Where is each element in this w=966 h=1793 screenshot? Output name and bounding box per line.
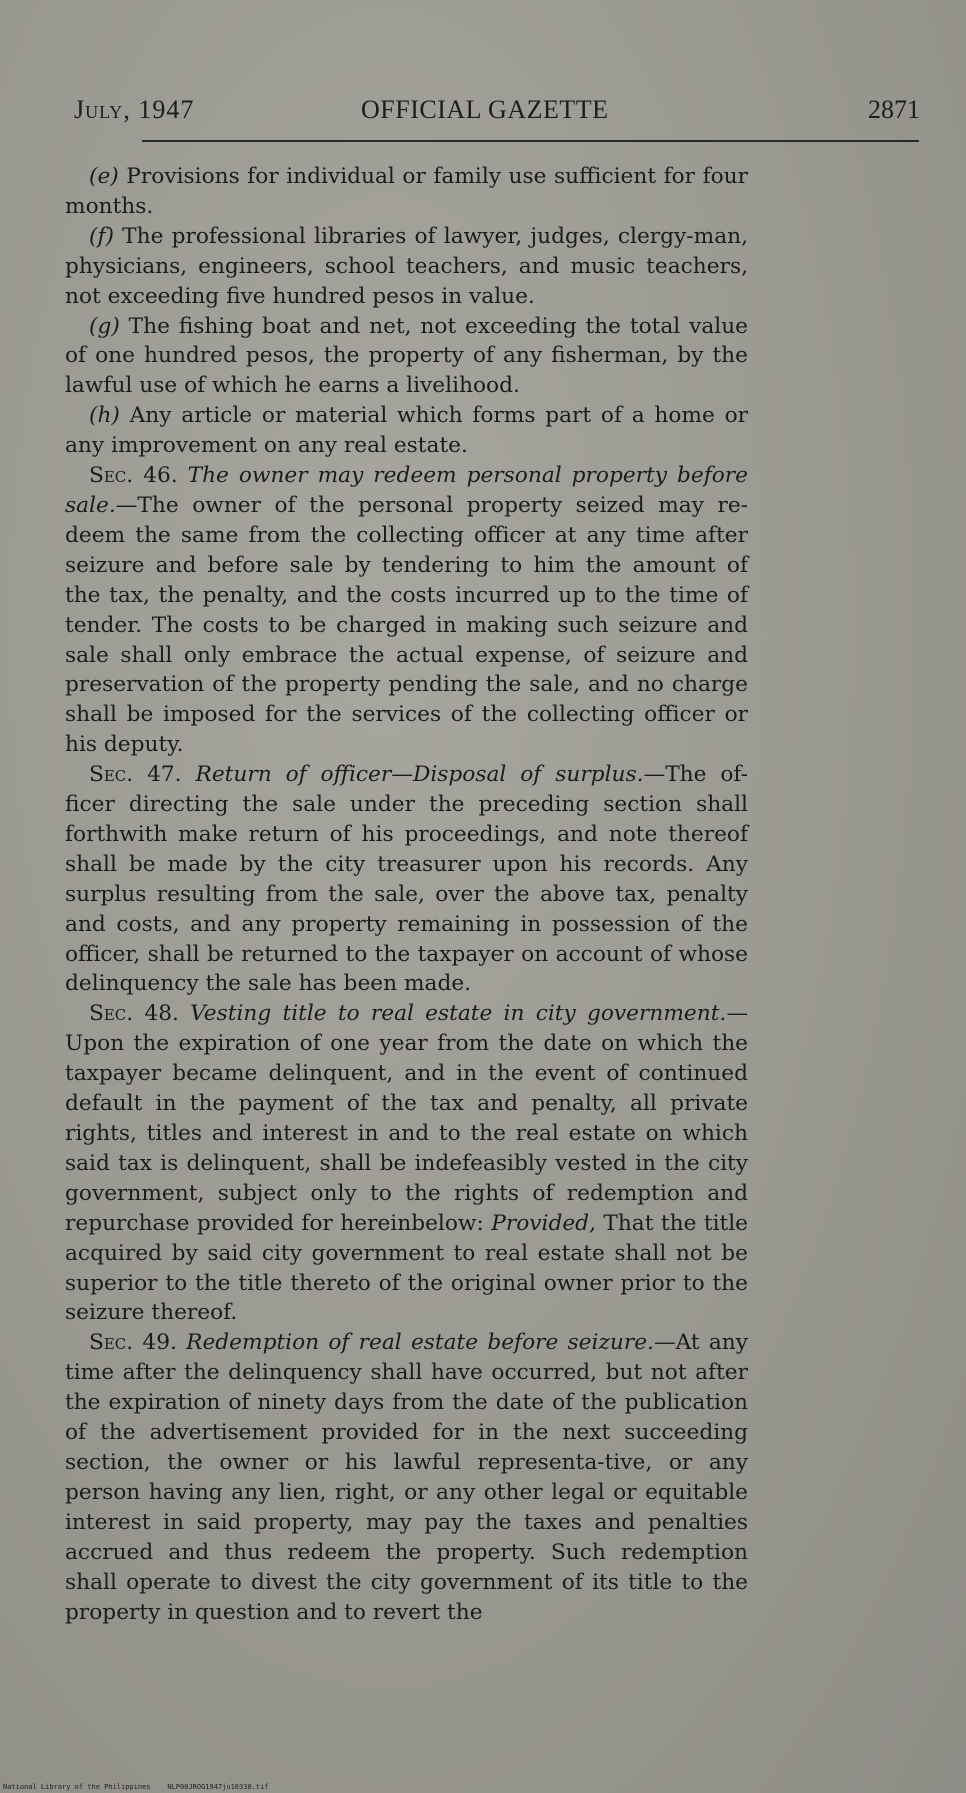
- clause-g-marker: (g): [89, 313, 120, 339]
- body-text: [65, 162, 748, 1627]
- section-49: [65, 1328, 748, 1627]
- section-47-label: Sec. 47.: [89, 762, 182, 788]
- clause-f-text: The professional libraries of lawyer, judges, clergy-man, physicians, engineers, school teachers, and music teachers, not exceeding five hundred pesos in value.: [65, 223, 748, 309]
- scan-footer: [3, 1783, 269, 1791]
- section-48-text-b: That the title acquired by said city government to real estate shall not be superior to the title thereto of the original owner prior to the seizure thereof.: [65, 1210, 748, 1326]
- header-month: July: [74, 95, 124, 124]
- header-rule: [142, 140, 919, 142]
- header-year: 1947: [138, 95, 195, 124]
- footer-library: National Library of the Philippines: [3, 1783, 151, 1791]
- clause-f: [65, 222, 748, 312]
- header-title: OFFICIAL GAZETTE: [361, 95, 609, 124]
- section-47-text: —The of-ficer directing the sale under the preceding section shall forthwith make return of his proceedings, and note thereof shall be made by the city treasurer upon his records. Any surplus resulting from the sale, over the above tax, penalty and costs, and any property remaining in possession of the officer, shall be returned to the taxpayer on account of whose delinquency the sale has been made.: [65, 762, 748, 997]
- page-header: [74, 95, 920, 135]
- clause-e-marker: (e): [89, 164, 119, 189]
- clause-h: [65, 401, 748, 461]
- page-number: 2871: [868, 95, 920, 124]
- section-48-text-a: — Upon the expiration of one year from the date on which the taxpayer became delinquent, and in the event of continued default in the payment of the tax and penalty, all private rights, titles and interest in and to the real estate on which said tax is delinquent, shall be indefeasibly vested in the city government, subject only to the rights of redemption and repurchase provided for hereinbelow:: [65, 1001, 748, 1236]
- section-48-title: Vesting title to real estate in city government.: [190, 1001, 727, 1027]
- section-47-title: Return of officer—Disposal of surplus.: [195, 762, 644, 788]
- footer-file-id: NLP00JROG1947ju10330.tif: [167, 1783, 269, 1791]
- section-47: [65, 760, 748, 999]
- clause-e: [65, 162, 748, 222]
- section-49-text: —At any time after the delinquency shall have occurred, but not after the expiration of ninety days from the date of the publication of the advertisement provided for in the next succeeding section, the owner or his lawful representa-tive, or any person having any lien, right, or any other legal or equitable interest in said property, may pay the taxes and penalties accrued and thus redeem the property. Such redemption shall operate to divest the city government of its title to the property in question and to revert the: [65, 1330, 748, 1625]
- header-date: July, 1947: [74, 95, 195, 124]
- section-46: [65, 461, 748, 760]
- clause-f-marker: (f): [89, 223, 114, 249]
- clause-e-text: Provisions for individual or family use sufficient for four months.: [65, 164, 748, 219]
- clause-h-text: Any article or material which forms part of a home or any improvement on any real estate.: [65, 403, 748, 459]
- section-46-title: The owner may redeem personal property before sale.: [65, 463, 748, 518]
- section-49-label: Sec. 49.: [89, 1330, 177, 1356]
- clause-g-text: The fishing boat and net, not exceeding the total value of one hundred pesos, the property of any fisherman, by the lawful use of which he earns a livelihood.: [65, 313, 748, 399]
- clause-h-marker: (h): [89, 403, 120, 429]
- section-48-provided: Provided,: [491, 1210, 596, 1236]
- section-46-text: —The owner of the personal property seized may re-deem the same from the collecting officer at any time after seizure and before sale by tendering to him the amount of the tax, the penalty, and the costs incurred up to the time of tender. The costs to be charged in making such seizure and sale shall only embrace the actual expense, of seizure and preservation of the property pending the sale, and no charge shall be imposed for the services of the collecting officer or his deputy.: [65, 492, 748, 758]
- section-48: [65, 999, 748, 1328]
- section-46-label: Sec. 46.: [89, 463, 178, 489]
- section-49-title: Redemption of real estate before seizure.: [186, 1330, 654, 1356]
- clause-g: [65, 312, 748, 402]
- section-48-label: Sec. 48.: [89, 1001, 179, 1027]
